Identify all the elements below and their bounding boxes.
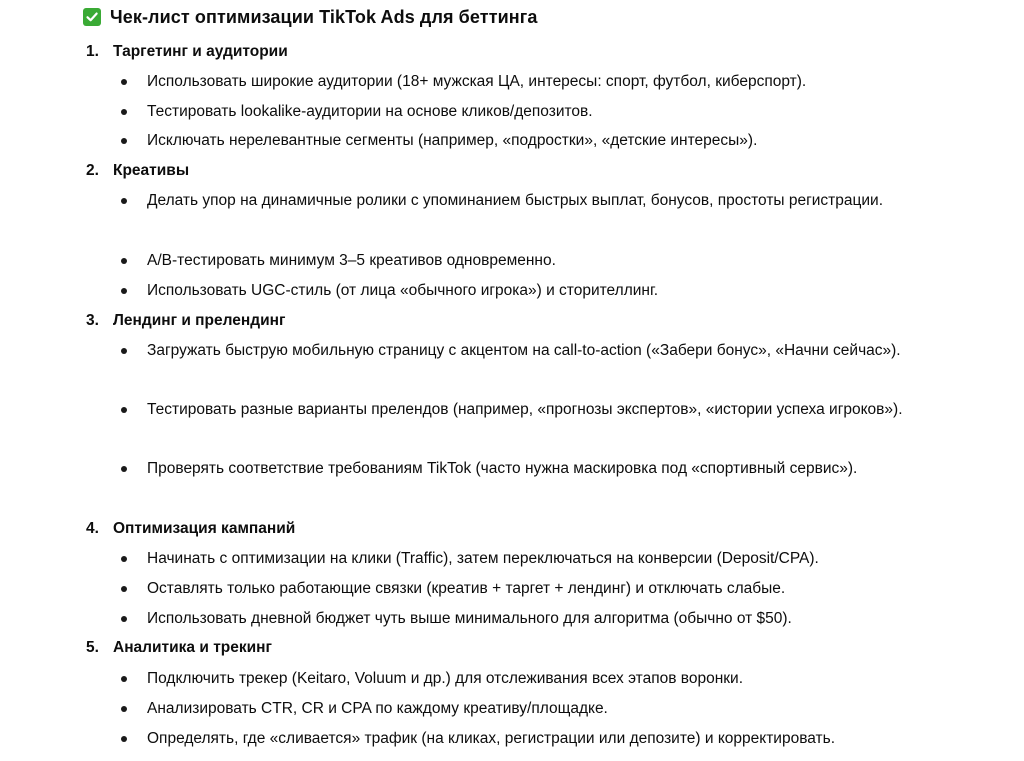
section-3-title <box>86 308 285 334</box>
list-item <box>121 664 911 694</box>
section-2-title <box>86 158 189 184</box>
bullet-dot <box>121 258 127 264</box>
section-title-text: Аналитика и трекинг <box>113 639 272 656</box>
list-item-text: Проверять соответствие требованиям TikTok (часто нужна маскировка под «спортивный сервис»). <box>147 460 858 477</box>
section-title-text: Креативы <box>113 162 190 179</box>
bullet-dot <box>121 407 127 413</box>
list-item <box>121 276 911 306</box>
list-item <box>121 395 911 425</box>
bullet-dot <box>121 138 127 144</box>
section-title-text: Таргетинг и аудитории <box>113 43 288 60</box>
bullet-dot <box>121 288 127 294</box>
list-item-text: Тестировать разные варианты прелендов (например, «прогнозы экспертов», «истории успеха игроков»). <box>147 401 903 418</box>
list-item-text: Определять, где «сливается» трафик (на кликах, регистрации или депозите) и корректировать. <box>147 730 836 747</box>
section-number: 4. <box>86 520 99 537</box>
list-item <box>121 126 911 156</box>
list-item <box>121 336 911 366</box>
bullet-dot <box>121 348 127 354</box>
list-item <box>121 186 911 216</box>
list-item <box>121 97 911 127</box>
bullet-dot <box>121 676 127 682</box>
list-item-text: Оставлять только работающие связки (креатив + таргет + лендинг) и отключать слабые. <box>147 580 786 597</box>
list-item-text: Использовать дневной бюджет чуть выше минимального для алгоритма (обычно от $50). <box>147 610 792 627</box>
section-title-text: Оптимизация кампаний <box>113 520 296 537</box>
list-item-text: Использовать широкие аудитории (18+ мужская ЦА, интересы: спорт, футбол, киберспорт). <box>147 73 807 90</box>
section-number: 2. <box>86 162 99 179</box>
list-item <box>121 724 911 754</box>
list-item <box>121 574 911 604</box>
section-4-title <box>86 516 295 542</box>
bullet-dot <box>121 586 127 592</box>
list-item <box>121 454 911 484</box>
page-title <box>83 3 537 31</box>
list-item-text: A/B-тестировать минимум 3–5 креативов одновременно. <box>147 252 556 269</box>
section-number: 3. <box>86 312 99 329</box>
bullet-dot <box>121 616 127 622</box>
list-item <box>121 544 911 574</box>
bullet-dot <box>121 706 127 712</box>
list-item-text: Тестировать lookalike-аудитории на основе кликов/депозитов. <box>147 103 593 120</box>
page-title-text: Чек-лист оптимизации TikTok Ads для беттинга <box>110 6 538 27</box>
list-item <box>121 67 911 97</box>
list-item-text: Анализировать CTR, CR и CPA по каждому креативу/площадке. <box>147 700 608 717</box>
list-item <box>121 604 911 634</box>
bullet-dot <box>121 109 127 115</box>
bullet-dot <box>121 79 127 85</box>
list-item <box>121 694 911 724</box>
bullet-dot <box>121 556 127 562</box>
section-number: 5. <box>86 639 99 656</box>
section-1-title <box>86 39 288 65</box>
list-item-text: Делать упор на динамичные ролики с упоминанием быстрых выплат, бонусов, простоты регистрации. <box>147 192 884 209</box>
section-number: 1. <box>86 43 99 60</box>
bullet-dot <box>121 736 127 742</box>
bullet-dot <box>121 198 127 204</box>
list-item-text: Подключить трекер (Keitaro, Voluum и др.) для отслеживания всех этапов воронки. <box>147 670 744 687</box>
list-item <box>121 246 911 276</box>
list-item-text: Исключать нерелевантные сегменты (например, «подростки», «детские интересы»). <box>147 132 758 149</box>
section-5-title <box>86 635 272 661</box>
list-item-text: Использовать UGC-стиль (от лица «обычного игрока») и сторителлинг. <box>147 282 659 299</box>
check-mark-icon <box>83 8 101 26</box>
list-item-text: Начинать с оптимизации на клики (Traffic), затем переключаться на конверсии (Deposit/CPA). <box>147 550 819 567</box>
section-title-text: Лендинг и прелендинг <box>113 312 286 329</box>
bullet-dot <box>121 466 127 472</box>
list-item-text: Загружать быструю мобильную страницу с акцентом на call-to-action («Забери бонус», «Начни сейчас»). <box>147 342 901 359</box>
